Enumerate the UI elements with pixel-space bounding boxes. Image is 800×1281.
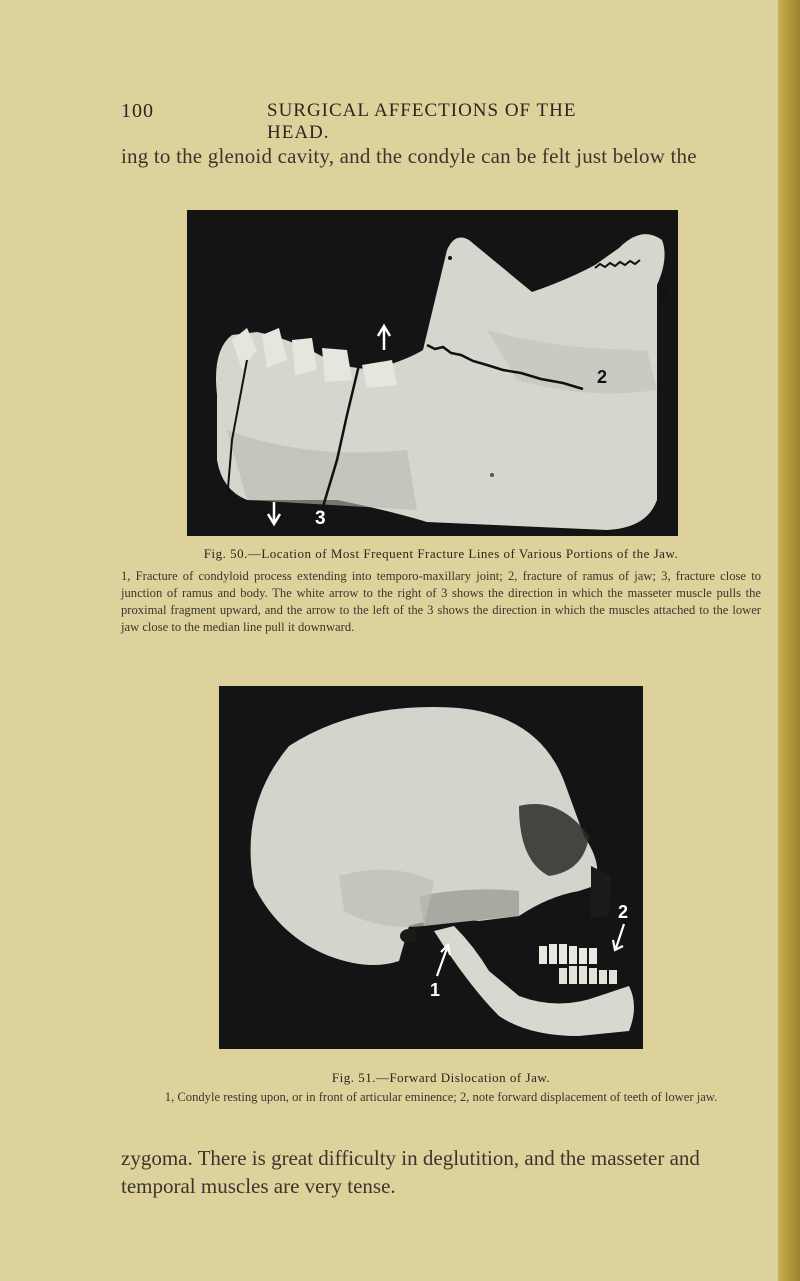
- figure-50-caption-text: 1, Fracture of condyloid process extending into temporo-maxillary joint; 2, fracture of ramus of jaw; 3, fracture close to junction of ramus and body. The white arrow to the right of 3 shows the direction in which the masseter muscle pulls the proximal fragment upward, and the arrow to the left of the 3 shows the direction in which the muscles attached to the lower jaw close to the median line pull it downward.: [121, 569, 761, 634]
- label-teeth-2: 2: [618, 902, 629, 922]
- label-fracture-1: 1: [659, 284, 670, 304]
- figure-50-photo: [187, 210, 678, 536]
- label-fracture-3: 3: [315, 508, 326, 529]
- page-edge: [778, 0, 800, 1281]
- label-fracture-2: 2: [597, 367, 608, 387]
- figure-51-caption-title: Fig. 51.—Forward Dislocation of Jaw.: [331, 1070, 551, 1085]
- page-number: 100: [121, 100, 154, 122]
- label-condyle-1: 1: [430, 980, 441, 1000]
- figure-51-photo: [219, 686, 643, 1049]
- figure-50-labels: [187, 210, 678, 536]
- body-text-bottom: zygoma. There is great difficulty in deglutition, and the masseter and temporal muscles are very tense.: [121, 1146, 700, 1198]
- body-text-top: ing to the glenoid cavity, and the condyle can be felt just below the: [121, 144, 697, 168]
- running-title: SURGICAL AFFECTIONS OF THE HEAD.: [267, 100, 577, 143]
- running-header: [121, 100, 611, 143]
- figure-51-caption-text: 1, Condyle resting upon, or in front of articular eminence; 2, note forward displacement of teeth of lower jaw.: [164, 1090, 718, 1104]
- figure-50-caption-title: Fig. 50.—Location of Most Frequent Fracture Lines of Various Portions of the Jaw.: [203, 546, 679, 561]
- figure-51-labels: [219, 686, 643, 1049]
